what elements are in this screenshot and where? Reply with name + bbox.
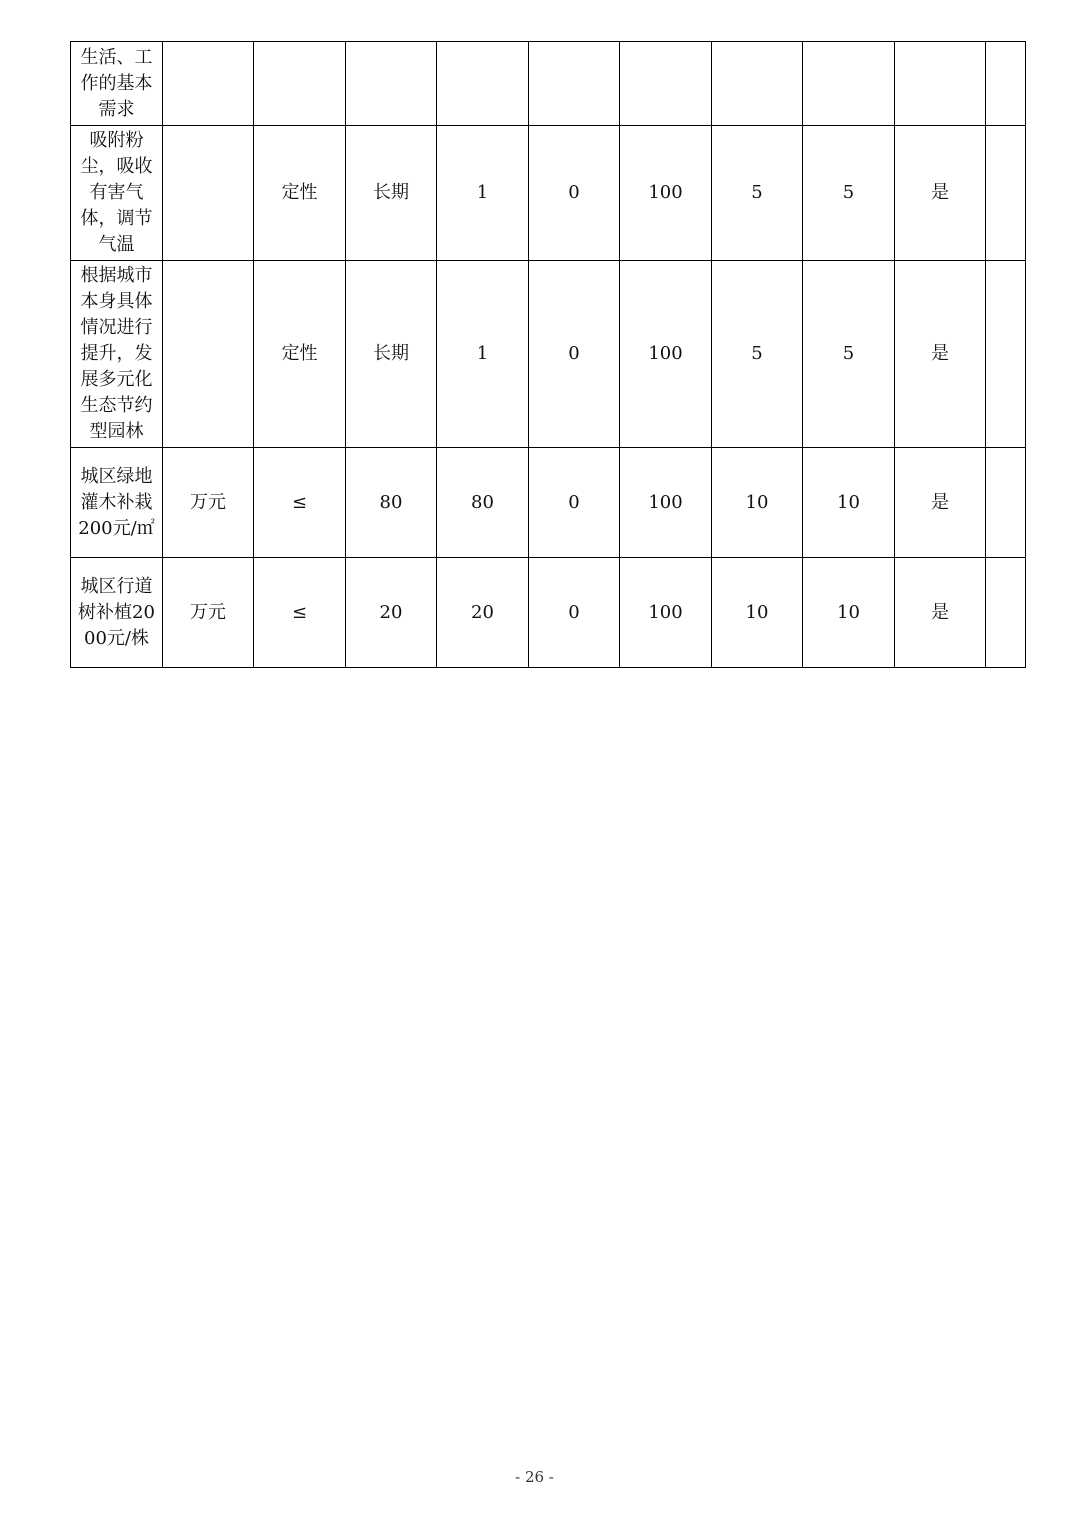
indicator-property-cell: 定性	[254, 261, 346, 448]
table-cell: 5	[803, 126, 895, 261]
indicator-value-cell: 20	[346, 558, 437, 668]
table-cell: 100	[620, 261, 712, 448]
table-cell: 100	[620, 448, 712, 558]
table-row	[71, 558, 1026, 668]
table-cell: 100	[620, 558, 712, 668]
table-cell	[986, 558, 1026, 668]
table-cell: 10	[712, 558, 803, 668]
indicator-value-cell: 长期	[346, 126, 437, 261]
table-cell: 1	[437, 261, 529, 448]
indicator-property-cell: ≤	[254, 558, 346, 668]
table-cell	[986, 261, 1026, 448]
table-cell: 20	[437, 558, 529, 668]
table-cell	[803, 42, 895, 126]
table-cell: 100	[620, 126, 712, 261]
table-cell	[895, 42, 986, 126]
table-cell: 是	[895, 448, 986, 558]
table-cell: 0	[529, 448, 620, 558]
table-cell: 5	[803, 261, 895, 448]
indicator-description-cell: 吸附粉尘，吸收有害气体，调节气温	[71, 126, 163, 261]
table-cell: 10	[803, 448, 895, 558]
unit-cell: 万元	[163, 448, 254, 558]
table-cell: 是	[895, 261, 986, 448]
table-cell	[986, 126, 1026, 261]
table-cell: 是	[895, 558, 986, 668]
table-cell: 是	[895, 126, 986, 261]
page-number: - 26 -	[515, 1468, 554, 1486]
table-cell: 0	[529, 261, 620, 448]
table-cell: 0	[529, 126, 620, 261]
table-row	[71, 42, 1026, 126]
table-cell	[986, 42, 1026, 126]
table-cell	[712, 42, 803, 126]
table-row	[71, 126, 1026, 261]
indicator-description-cell: 城区行道树补植2000元/株	[71, 558, 163, 668]
performance-indicator-table	[70, 41, 1026, 668]
unit-cell	[163, 126, 254, 261]
table-cell	[529, 42, 620, 126]
unit-cell	[163, 261, 254, 448]
table-cell: 5	[712, 126, 803, 261]
table-cell: 10	[803, 558, 895, 668]
unit-cell	[163, 42, 254, 126]
table-cell	[437, 42, 529, 126]
indicator-property-cell: ≤	[254, 448, 346, 558]
indicator-value-cell	[346, 42, 437, 126]
indicator-description-cell: 生活、工作的基本需求	[71, 42, 163, 126]
table-cell: 1	[437, 126, 529, 261]
indicator-value-cell: 长期	[346, 261, 437, 448]
indicator-description-cell: 根据城市本身具体情况进行提升，发展多元化生态节约型园林	[71, 261, 163, 448]
indicator-property-cell	[254, 42, 346, 126]
table-cell: 0	[529, 558, 620, 668]
indicator-value-cell: 80	[346, 448, 437, 558]
table-cell: 10	[712, 448, 803, 558]
table-row	[71, 448, 1026, 558]
unit-cell: 万元	[163, 558, 254, 668]
table-row	[71, 261, 1026, 448]
indicator-property-cell: 定性	[254, 126, 346, 261]
indicator-description-cell: 城区绿地灌木补栽200元/㎡	[71, 448, 163, 558]
table-cell	[620, 42, 712, 126]
table-cell: 80	[437, 448, 529, 558]
table-cell: 5	[712, 261, 803, 448]
table-cell	[986, 448, 1026, 558]
